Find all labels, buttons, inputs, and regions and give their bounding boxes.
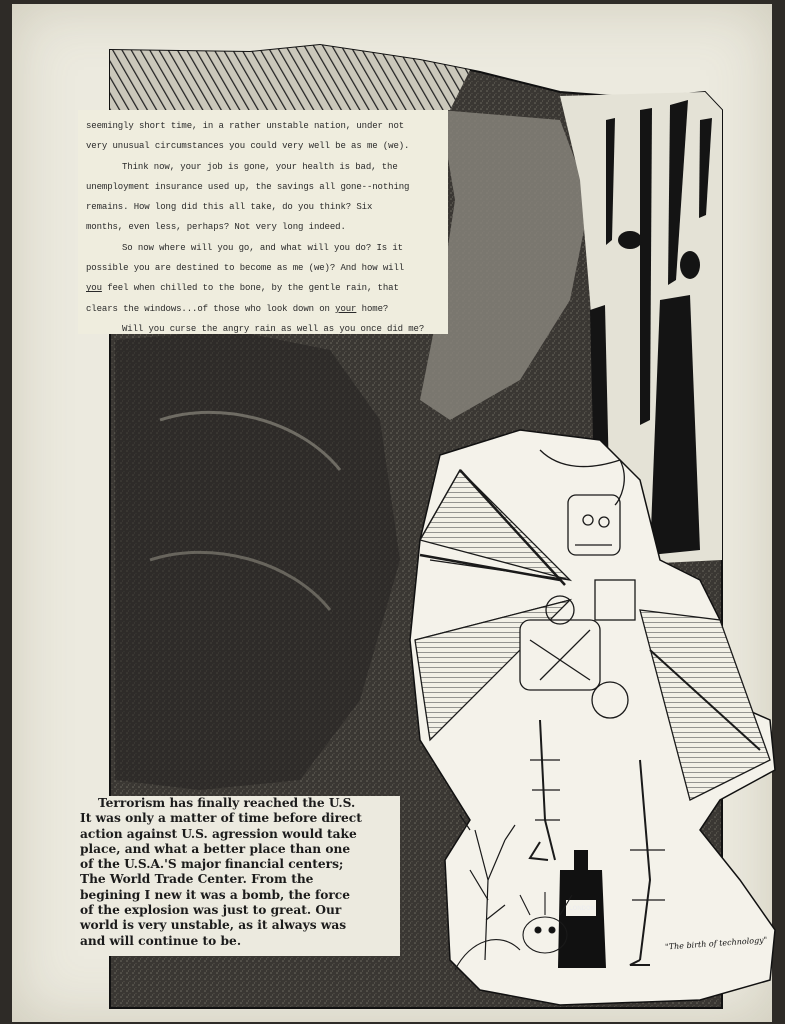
typed-line: unemployment insurance used up, the savings all gone--nothing [86,181,410,192]
typed-line-rest: feel when chilled to the bone, by the gentle rain, that [101,283,399,294]
typed-line: possible you are destined to become as me (we)? And how will [86,263,405,274]
typed-line: months, even less, perhaps? Not very long indeed. [86,222,346,233]
paragraph-line: begining I new it was a bomb, the force [80,887,350,902]
typed-line: very unusual circumstances you could very well be as me (we). [86,141,410,152]
paragraph-line: It was only a matter of time before direct [80,811,362,826]
paragraph-line: and will continue to be. [80,933,242,948]
paragraph-line: place, and what a better place than one [80,841,351,856]
bottle-label: LONDON [569,906,595,912]
hatched-sky [110,45,470,110]
paragraph-line: world is very unstable, as it always was [80,918,347,933]
paragraph-line: Terrorism has finally reached the U.S. [98,796,356,810]
paragraph-line: The World Trade Center. From the [80,872,314,887]
terrorism-paragraph [80,796,400,956]
underlined-your: your [335,303,357,314]
typed-line-you [86,278,442,298]
typed-line-end: home? [356,303,389,314]
typed-line: So now where will you go, and what will you do? Is it [122,242,403,253]
typed-line-start: clears the windows...of those who look down on [86,303,336,314]
paragraph-line: of the U.S.A.'S major financial centers; [80,857,344,872]
typed-poem-box [78,110,448,334]
underlined-you: you [86,283,102,294]
typed-line-your [86,299,442,319]
typed-line: seemingly short time, in a rather unstable nation, under not [86,121,405,131]
typed-line: Will you curse the angry rain as well as you once did me? [122,323,425,334]
paragraph-line: of the explosion was just to great. Our [80,903,342,918]
paragraph-line: action against U.S. agression would take [80,826,357,841]
illustration-caption: "The birth of technology" [664,935,768,952]
typed-line: remains. How long did this all take, do you think? Six [86,202,373,213]
typed-line: Think now, your job is gone, your health is bad, the [122,161,398,172]
